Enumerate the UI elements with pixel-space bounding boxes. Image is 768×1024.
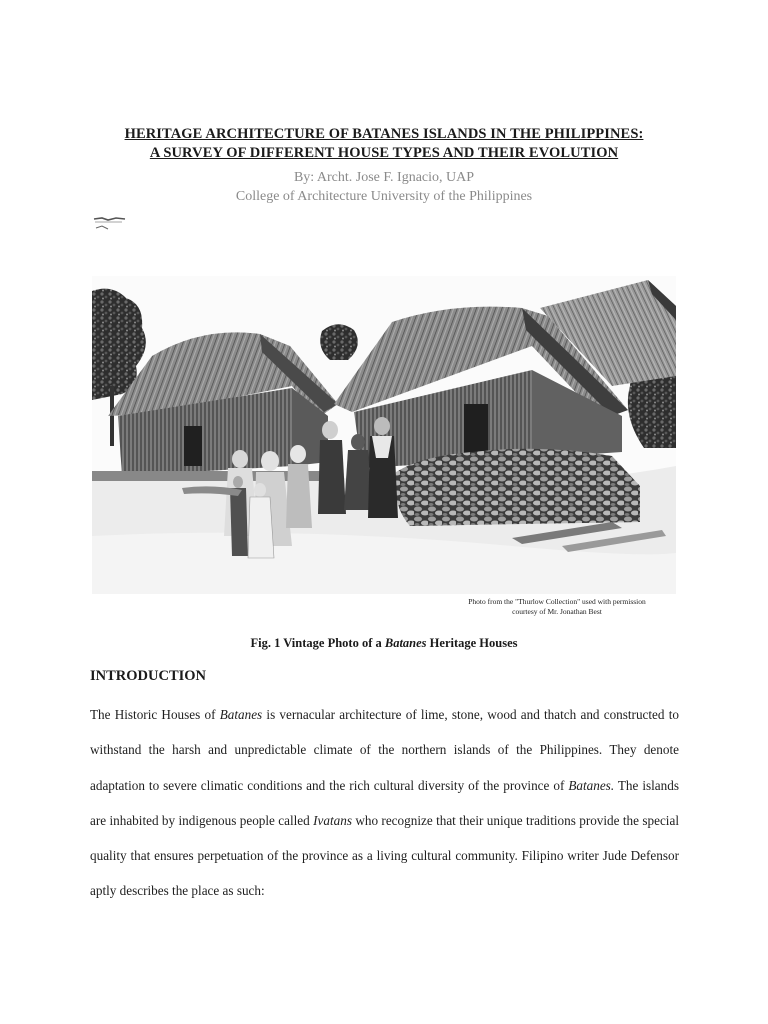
figure-caption bbox=[0, 636, 768, 651]
paragraph-s3-italic: Ivatans bbox=[313, 812, 352, 828]
paragraph-s4: who recognize that their unique traditions provide the special quality that ensures perpetuation of the province as a living cultural community. Filipino writer Jude Defensor aptly describes the place as such: bbox=[90, 812, 679, 899]
paragraph-s3: The islands are inhabited by indigenous people called bbox=[90, 777, 679, 828]
ink-stamp-mark bbox=[92, 213, 128, 233]
paragraph-s2-italic: Batanes. bbox=[568, 777, 615, 793]
section-heading-introduction: INTRODUCTION bbox=[90, 668, 207, 684]
author-byline: By: Archt. Jose F. Ignacio, UAP bbox=[293, 170, 475, 185]
photo-credit-line-2: courtesy of Mr. Jonathan Best bbox=[512, 607, 602, 616]
paragraph-s2: is vernacular architecture of lime, stone, wood and thatch and constructed to withstand the harsh and unpredictable climate of the northern islands of the Philippines. They denote adaptation to severe climatic conditions and the rich cultural diversity of the province of bbox=[90, 707, 679, 793]
paper-title-line-2: A SURVEY OF DIFFERENT HOUSE TYPES AND THEIR EVOLUTION bbox=[149, 145, 619, 161]
paragraph-s1: The Historic Houses of bbox=[90, 707, 220, 722]
paper-title-line-1: HERITAGE ARCHITECTURE OF BATANES ISLANDS IN THE PHILIPPINES: bbox=[124, 126, 644, 142]
paragraph-s1-italic: Batanes bbox=[219, 707, 263, 722]
photo-credit-line-1: Photo from the "Thurlow Collection" used with permission bbox=[468, 597, 646, 606]
photo-credit bbox=[440, 597, 674, 617]
figure-caption-prefix: Fig. 1 Vintage Photo of a bbox=[250, 636, 385, 650]
vintage-photo-heritage-houses bbox=[92, 276, 676, 594]
introduction-paragraph bbox=[90, 697, 679, 909]
author-affiliation: College of Architecture University of the Philippines bbox=[235, 189, 533, 204]
figure-caption-italic: Batanes bbox=[384, 636, 427, 650]
figure-caption-suffix: Heritage Houses bbox=[426, 636, 518, 650]
